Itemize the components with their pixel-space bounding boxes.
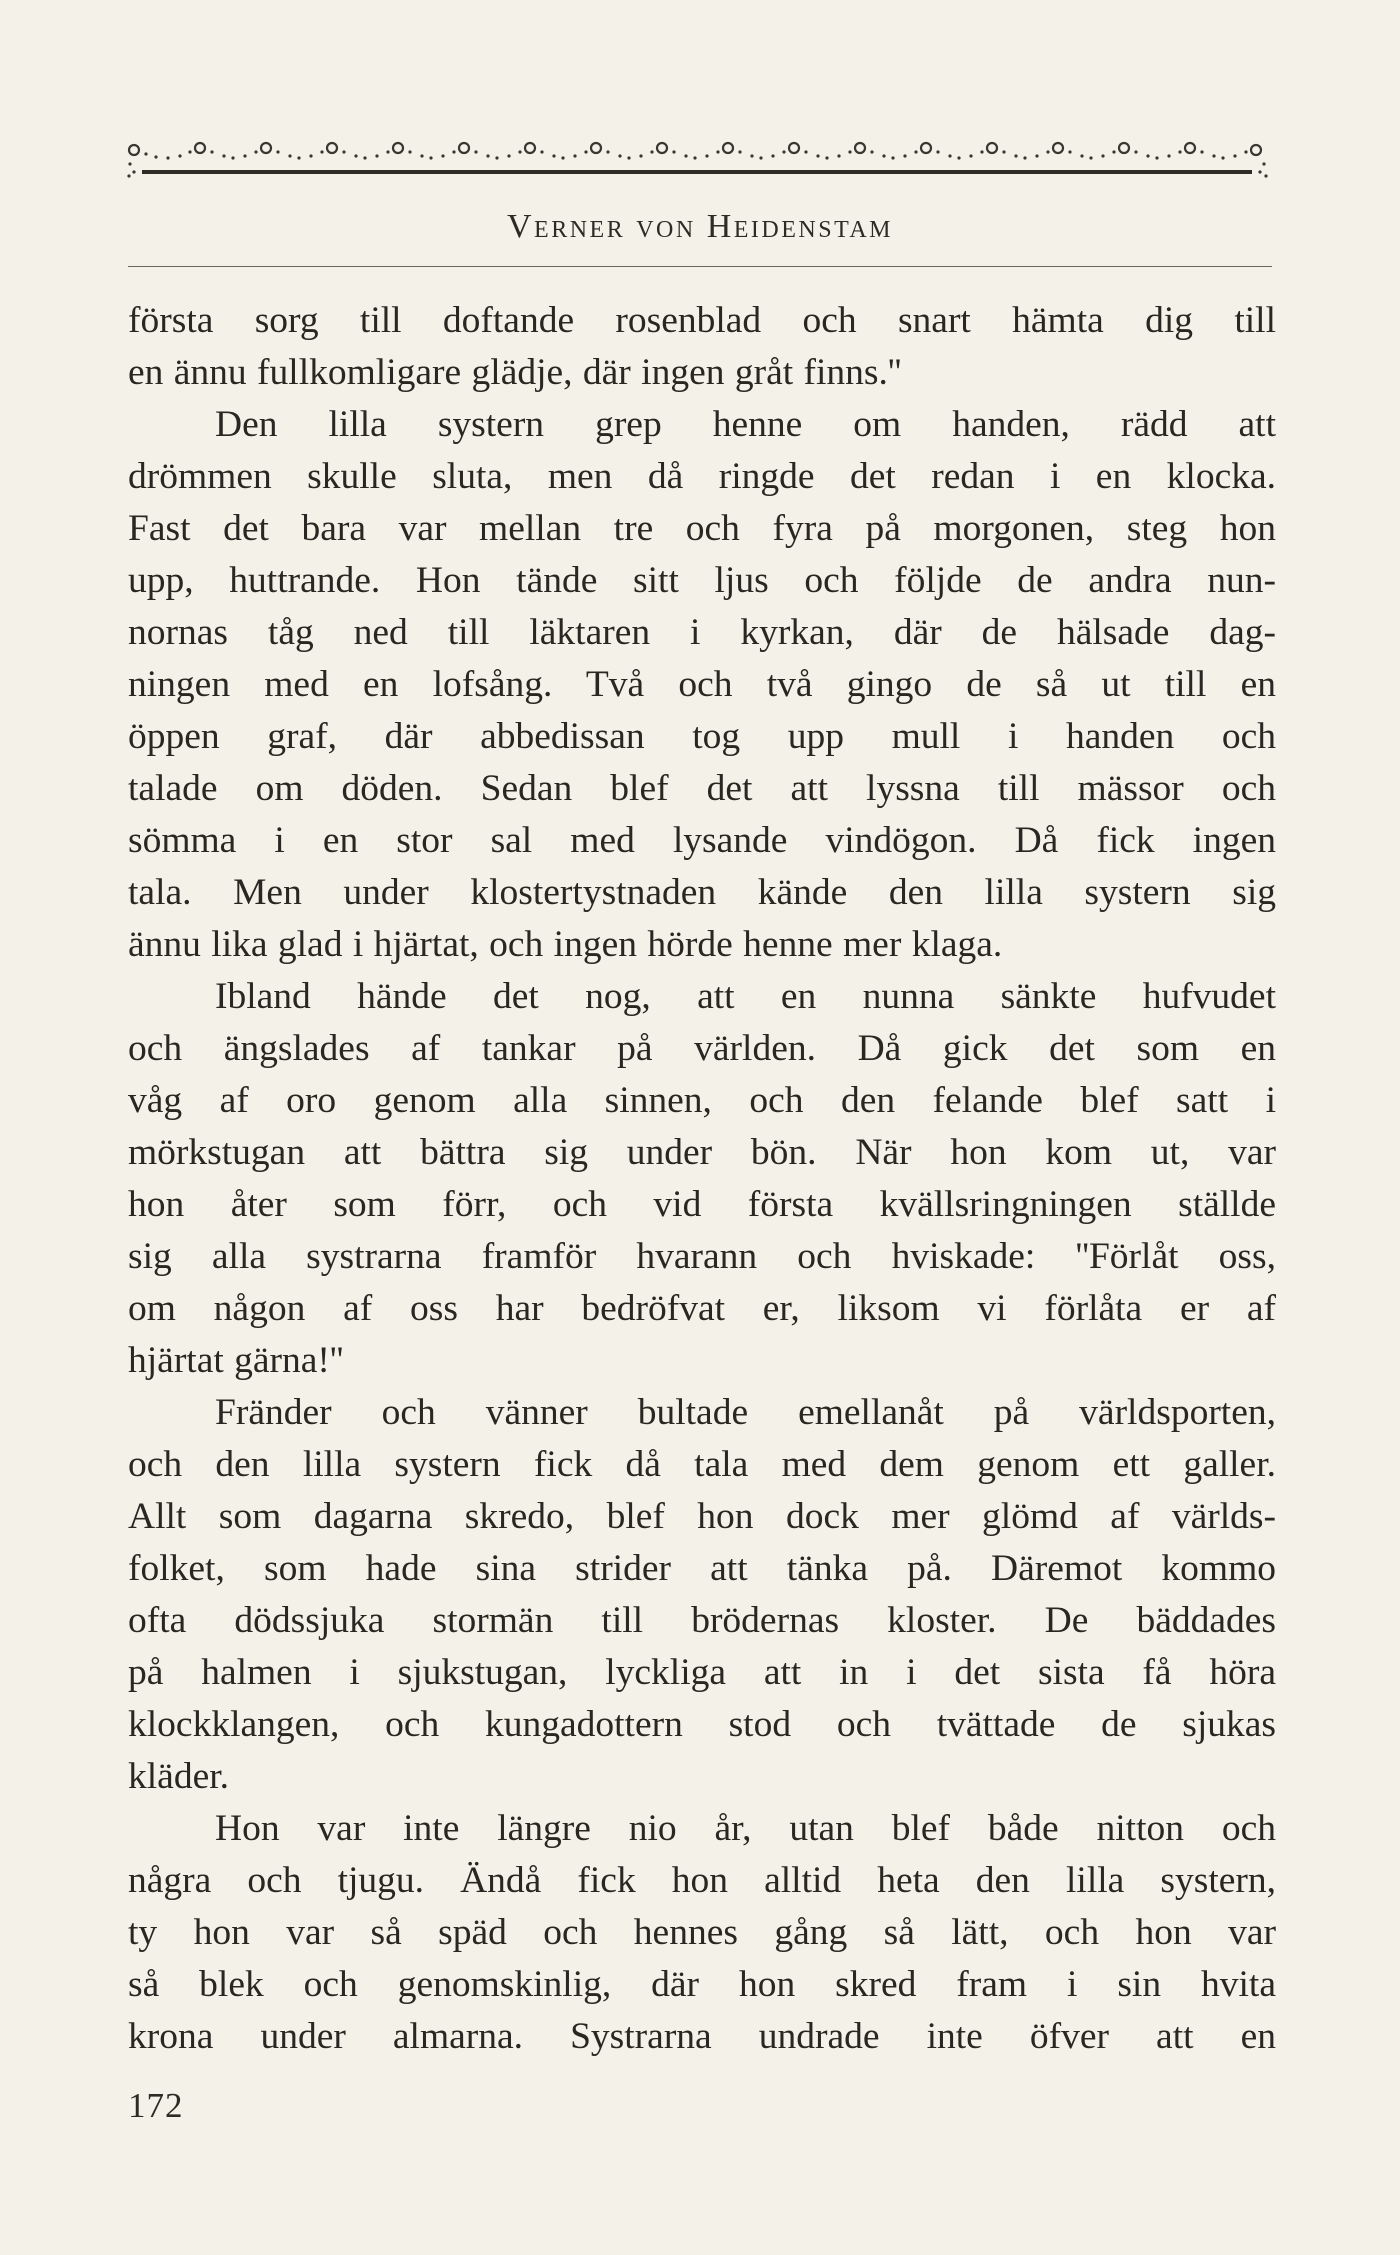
text-line: Fast det bara var mellan tre och fyra på morgonen, steg hon <box>128 508 1276 549</box>
text-line: drömmen skulle sluta, men då ringde det redan i en klocka. <box>128 456 1276 497</box>
text-line: så blek och genomskinlig, där hon skred fram i sin hvita <box>128 1964 1276 2005</box>
text-line: talade om döden. Sedan blef det att lyssna till mässor och <box>128 768 1276 809</box>
text-line: upp, huttrande. Hon tände sitt ljus och följde de andra nun- <box>128 560 1276 601</box>
text-line: och ängslades af tankar på världen. Då gick det som en <box>128 1028 1276 1069</box>
page-number: 172 <box>128 2086 184 2125</box>
body-text <box>128 295 1276 2063</box>
text-line: öppen graf, där abbedissan tog upp mull i handen och <box>128 716 1276 757</box>
text-line: kläder. <box>128 1756 230 1797</box>
running-head: Verner von Heidenstam <box>506 208 893 245</box>
text-line: ty hon var så späd och hennes gång så lätt, och hon var <box>128 1912 1276 1953</box>
text-line: hon åter som förr, och vid första kvällsringningen ställde <box>128 1184 1276 1225</box>
header-rule <box>128 266 1272 267</box>
text-line: tala. Men under klostertystnaden kände den lilla systern sig <box>128 872 1276 913</box>
text-line: nornas tåg ned till läktaren i kyrkan, där de hälsade dag- <box>128 612 1276 653</box>
text-line: första sorg till doftande rosenblad och snart hämta dig till <box>128 300 1276 341</box>
text-line: hjärtat gärna!'' <box>128 1340 344 1381</box>
text-line: Den lilla systern grep henne om handen, rädd att <box>215 404 1276 445</box>
text-line: några och tjugu. Ändå fick hon alltid heta den lilla systern, <box>128 1860 1276 1901</box>
text-line: Ibland hände det nog, att en nunna sänkte hufvudet <box>215 976 1276 1017</box>
text-line: krona under almarna. Systrarna undrade inte öfver att en <box>128 2016 1276 2057</box>
text-line: ännu lika glad i hjärtat, och ingen hörde henne mer klaga. <box>128 924 1003 965</box>
text-line: sig alla systrarna framför hvarann och hviskade: ''Förlåt oss, <box>128 1236 1276 1277</box>
text-line: ofta dödssjuka stormän till brödernas kloster. De bäddades <box>128 1600 1276 1641</box>
text-line: Allt som dagarna skredo, blef hon dock mer glömd af världs- <box>128 1496 1276 1537</box>
text-line: mörkstugan att bättra sig under bön. När hon kom ut, var <box>128 1132 1276 1173</box>
text-line: klockklangen, och kungadottern stod och tvättade de sjukas <box>128 1704 1276 1745</box>
header-ornament <box>126 130 1271 200</box>
text-line: en ännu fullkomligare glädje, där ingen gråt finns.'' <box>128 352 902 393</box>
text-line: Fränder och vänner bultade emellanåt på världsporten, <box>215 1392 1276 1433</box>
text-line: våg af oro genom alla sinnen, och den felande blef satt i <box>128 1080 1276 1121</box>
text-line: på halmen i sjukstugan, lyckliga att in i det sista få höra <box>128 1652 1276 1693</box>
text-line: ningen med en lofsång. Två och två gingo de så ut till en <box>128 664 1276 705</box>
text-line: folket, som hade sina strider att tänka på. Däremot kommo <box>128 1548 1276 1589</box>
text-line: och den lilla systern fick då tala med dem genom ett galler. <box>128 1444 1276 1485</box>
text-line: om någon af oss har bedröfvat er, liksom vi förlåta er af <box>128 1288 1276 1329</box>
text-line: Hon var inte längre nio år, utan blef både nitton och <box>215 1808 1276 1849</box>
text-line: sömma i en stor sal med lysande vindögon. Då fick ingen <box>128 820 1276 861</box>
